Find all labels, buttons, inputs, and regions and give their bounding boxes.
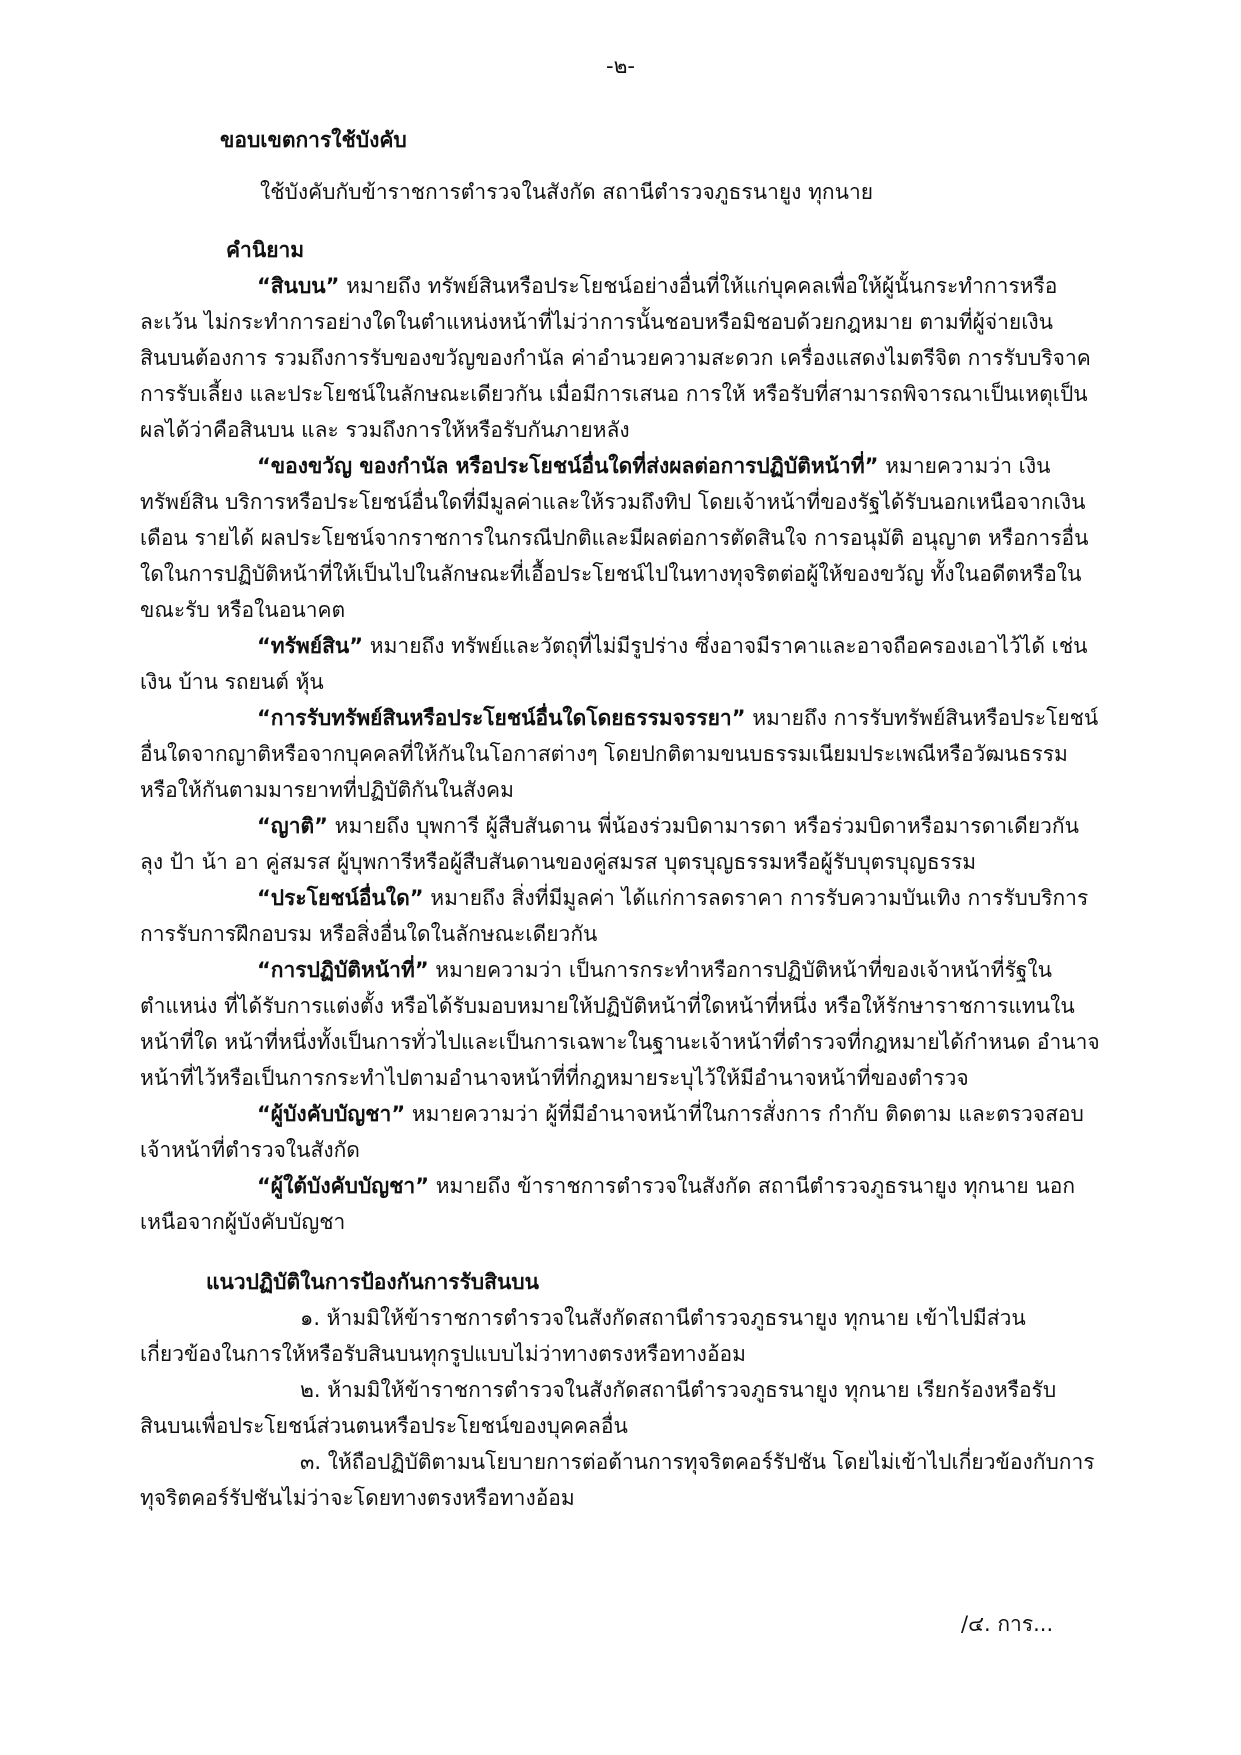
definition-item: [140, 268, 1100, 448]
definition-text: หมายถึง การรับทรัพย์สินหรือประโยชน์อื่นใดจากญาติหรือจากบุคคลที่ให้กันในโอกาสต่างๆ โดยปกติตามขนบธรรมเนียมประเพณีหรือวัฒนธรรมหรือให้กันตามมารยาทที่ปฏิบัติกันในสังคม: [140, 706, 1099, 802]
definition-item: [140, 880, 1100, 952]
definition-term: “สินบน”: [257, 274, 340, 298]
definition-term: “ประโยชน์อื่นใด”: [257, 886, 424, 910]
definition-item: [140, 628, 1100, 700]
definition-term: “ทรัพย์สิน”: [257, 634, 364, 658]
page-number: -๒-: [606, 54, 635, 78]
definition-item: [140, 700, 1100, 808]
definition-text: หมายถึง ข้าราชการตำรวจในสังกัด สถานีตำรวจภูธรนายูง ทุกนาย นอกเหนือจากผู้บังคับบัญชา: [140, 1174, 1076, 1234]
definition-term: “ญาติ”: [257, 814, 328, 838]
guideline-item: ๓. ให้ถือปฏิบัติตามนโยบายการต่อต้านการทุจริตคอร์รัปชัน โดยไม่เข้าไปเกี่ยวข้องกับการทุจริตคอร์รัปชันไม่ว่าจะโดยทางตรงหรือทางอ้อม: [140, 1450, 1095, 1510]
guidelines-heading: แนวปฏิบัติในการป้องกันการรับสินบน: [206, 1270, 539, 1294]
definition-term: “การรับทรัพย์สินหรือประโยชน์อื่นใดโดยธรรมจรรยา”: [257, 706, 746, 730]
scope-text: ใช้บังคับกับข้าราชการตำรวจในสังกัด สถานีตำรวจภูธรนายูง ทุกนาย: [260, 180, 874, 204]
definition-term: “ผู้บังคับบัญชา”: [257, 1102, 406, 1126]
definition-term: “ของขวัญ ของกำนัล หรือประโยชน์อื่นใดที่ส่งผลต่อการปฏิบัติหน้าที่”: [257, 454, 879, 478]
scope-heading: ขอบเขตการใช้บังคับ: [220, 128, 407, 152]
document-body: [140, 122, 1100, 1516]
guideline-item: ๒. ห้ามมิให้ข้าราชการตำรวจในสังกัดสถานีตำรวจภูธรนายูง ทุกนาย เรียกร้องหรือรับสินบนเพื่อประโยชน์ส่วนตนหรือประโยชน์ของบุคคลอื่น: [140, 1378, 1057, 1438]
definition-item: [140, 448, 1100, 628]
definition-text: หมายถึง สิ่งที่มีมูลค่า ได้แก่การลดราคา การรับความบันเทิง การรับบริการ การรับการฝึกอบรม หรือสิ่งอื่นใดในลักษณะเดียวกัน: [140, 886, 1089, 946]
definition-text: หมายความว่า ผู้ที่มีอำนาจหน้าที่ในการสั่งการ กำกับ ติดตาม และตรวจสอบเจ้าหน้าที่ตำรวจในสังกัด: [140, 1102, 1084, 1162]
definition-item: [140, 1096, 1100, 1168]
definition-text: หมายความว่า เป็นการกระทำหรือการปฏิบัติหน้าที่ของเจ้าหน้าที่รัฐในตำแหน่ง ที่ได้รับการแต่งตั้ง หรือได้รับมอบหมายให้ปฏิบัติหน้าที่ใดหน้าที่หนึ่ง หรือให้รักษาราชการแทนในหน้าที่ใด หน้าที่หนึ่งทั้งเป็นการทั่วไปและเป็นการเฉพาะในฐานะเจ้าหน้าที่ตำรวจที่กฎหมายได้กำหนด อำนาจหน้าที่ไว้หรือเป็นการกระทำไปตามอำนาจหน้าที่ที่กฎหมายระบุไว้ให้มีอำนาจหน้าที่ของตำรวจ: [140, 958, 1100, 1090]
definition-item: [140, 1168, 1100, 1240]
next-page-reference: /๔. การ...: [961, 1612, 1054, 1636]
definitions-heading: คำนิยาม: [226, 238, 305, 262]
definition-item: [140, 952, 1100, 1096]
definition-text: หมายถึง ทรัพย์และวัตถุที่ไม่มีรูปร่าง ซึ่งอาจมีราคาและอาจถือครองเอาไว้ได้ เช่น เงิน บ้าน รถยนต์ หุ้น: [140, 634, 1088, 694]
definition-item: [140, 808, 1100, 880]
guideline-item: ๑. ห้ามมิให้ข้าราชการตำรวจในสังกัดสถานีตำรวจภูธรนายูง ทุกนาย เข้าไปมีส่วนเกี่ยวข้องในการให้หรือรับสินบนทุกรูปแบบไม่ว่าทางตรงหรือทางอ้อม: [140, 1306, 1026, 1366]
definition-text: หมายความว่า เงิน ทรัพย์สิน บริการหรือประโยชน์อื่นใดที่มีมูลค่าและให้รวมถึงทิป โดยเจ้าหน้าที่ของรัฐได้รับนอกเหนือจากเงินเดือน รายได้ ผลประโยชน์จากราชการในกรณีปกติและมีผลต่อการตัดสินใจ การอนุมัติ อนุญาต หรือการอื่นใดในการปฏิบัติหน้าที่ให้เป็นไปในลักษณะที่เอื้อประโยชน์ไปในทางทุจริตต่อผู้ให้ของขวัญ ทั้งในอดีตหรือในขณะรับ หรือในอนาคต: [140, 454, 1089, 622]
definition-term: “การปฏิบัติหน้าที่”: [257, 958, 429, 982]
definition-text: หมายถึง บุพการี ผู้สืบสันดาน พี่น้องร่วมบิดามารดา หรือร่วมบิดาหรือมารดาเดียวกัน ลุง ป้า น้า อา คู่สมรส ผู้บุพการีหรือผู้สืบสันดานของคู่สมรส บุตรบุญธรรมหรือผู้รับบุตรบุญธรรม: [140, 814, 1079, 874]
definition-text: หมายถึง ทรัพย์สินหรือประโยชน์อย่างอื่นที่ให้แก่บุคคลเพื่อให้ผู้นั้นกระทำการหรือละเว้น ไม่กระทำการอย่างใดในตำแหน่งหน้าที่ไม่ว่าการนั้นชอบหรือมิชอบด้วยกฎหมาย ตามที่ผู้จ่ายเงินสินบนต้องการ รวมถึงการรับของขวัญของกำนัล ค่าอำนวยความสะดวก เครื่องแสดงไมตรีจิต การรับบริจาค การรับเลี้ยง และประโยชน์ในลักษณะเดียวกัน เมื่อมีการเสนอ การให้ หรือรับที่สามารถพิจารณาเป็นเหตุเป็นผลได้ว่าคือสินบน และ รวมถึงการให้หรือรับกันภายหลัง: [140, 274, 1091, 442]
definition-term: “ผู้ใต้บังคับบัญชา”: [257, 1174, 430, 1198]
